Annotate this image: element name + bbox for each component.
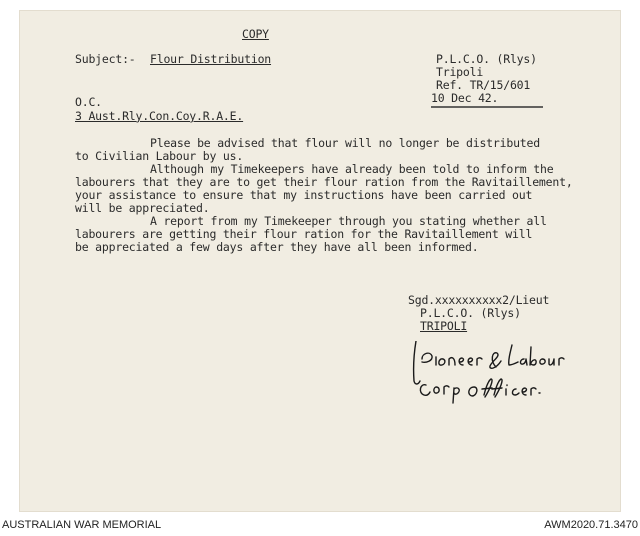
body-line: be appreciated a few days after they have all been informed. bbox=[75, 240, 479, 254]
body-line: to Civilian Labour by us. bbox=[75, 149, 244, 163]
subject-label: Subject:- bbox=[75, 52, 136, 66]
document-sheet bbox=[20, 11, 620, 511]
signature-line-2: P.L.C.O. (Rlys) bbox=[420, 306, 521, 320]
footer-accession-number: AWM2020.71.3470 bbox=[544, 519, 638, 531]
reference: Ref. TR/15/601 bbox=[436, 78, 531, 92]
body-line: your assistance to ensure that my instructions have been carried out bbox=[75, 188, 533, 202]
body-line: A report from my Timekeeper through you stating whether all bbox=[150, 214, 547, 228]
copy-mark: COPY bbox=[242, 27, 269, 41]
sender-line-2: Tripoli bbox=[436, 65, 484, 79]
handwritten-signature bbox=[408, 341, 578, 415]
body-line: labourers are getting their flour ration for the Ravitaillement will bbox=[75, 227, 533, 241]
body-line: labourers that they are to get their flour ration from the Ravitaillement, bbox=[75, 175, 573, 189]
signature-line-3: TRIPOLI bbox=[420, 319, 468, 333]
body-line: Please be advised that flour will no longer be distributed bbox=[150, 136, 540, 150]
header-rule bbox=[431, 106, 543, 108]
recipient-line-1: O.C. bbox=[75, 95, 102, 109]
body-line: will be appreciated. bbox=[75, 201, 210, 215]
letter-date: 10 Dec 42. bbox=[431, 91, 499, 105]
subject-value: Flour Distribution bbox=[150, 52, 272, 66]
body-line: Although my Timekeepers have already been told to inform the bbox=[150, 162, 554, 176]
sender-line-1: P.L.C.O. (Rlys) bbox=[436, 52, 537, 66]
signature-line-1: Sgd.xxxxxxxxxx2/Lieut bbox=[408, 293, 550, 307]
footer-archive-name: AUSTRALIAN WAR MEMORIAL bbox=[2, 519, 162, 531]
recipient-line-2: 3 Aust.Rly.Con.Coy.R.A.E. bbox=[75, 109, 244, 123]
